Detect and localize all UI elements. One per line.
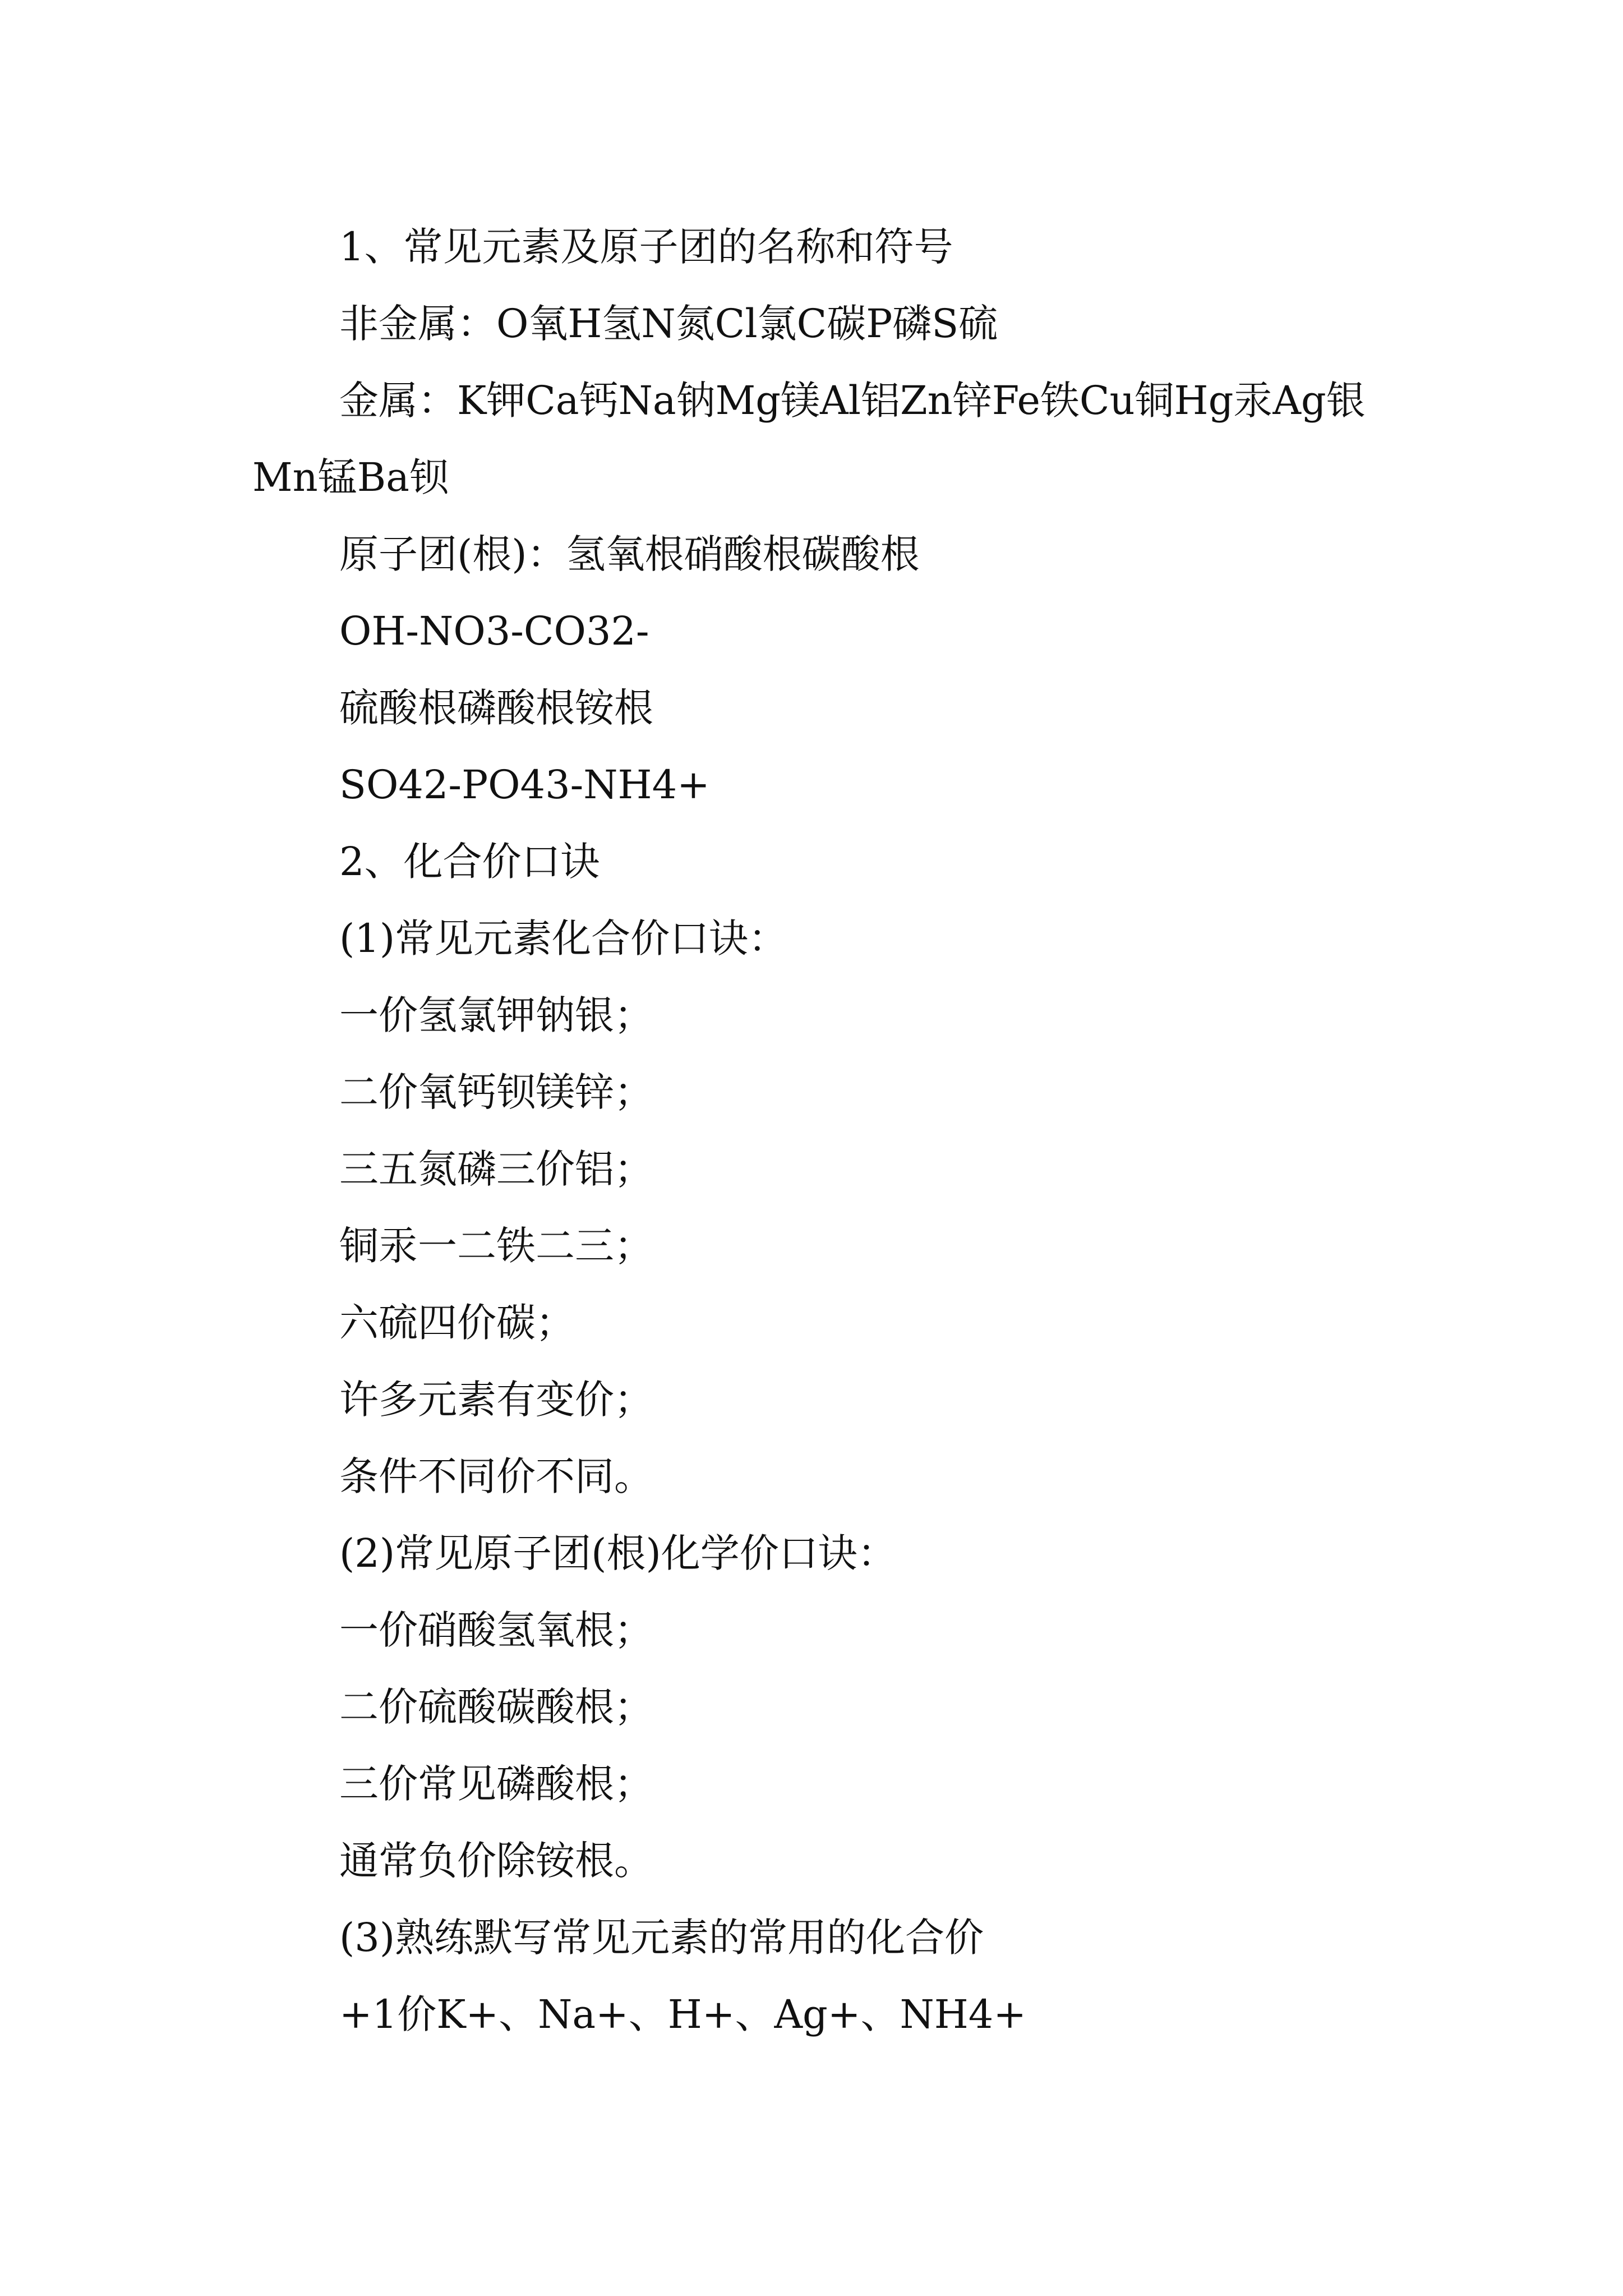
text-line-formulas-2: SO42-PO43-NH4+ xyxy=(339,762,710,808)
rhyme-line: 一价氢氯钾钠银； xyxy=(339,992,653,1038)
subheading-common-valence: (3)熟练默写常见元素的常用的化合价 xyxy=(339,1915,984,1961)
rhyme-line: 通常负价除铵根。 xyxy=(339,1838,653,1884)
rhyme-line: 三五氮磷三价铝； xyxy=(339,1146,653,1192)
subheading-element-valence: (1)常见元素化合价口诀： xyxy=(339,915,788,961)
rhyme-line: 三价常见磷酸根； xyxy=(339,1761,653,1807)
section-heading-2: 2、化合价口诀 xyxy=(339,839,600,885)
rhyme-line: 一价硝酸氢氧根； xyxy=(339,1607,653,1653)
rhyme-line: 六硫四价碳； xyxy=(339,1300,575,1346)
rhyme-line: 二价氧钙钡镁锌； xyxy=(339,1069,653,1115)
text-line-formulas-1: OH-NO3-CO32- xyxy=(339,608,649,654)
text-line-nonmetals: 非金属：O氧H氢N氮Cl氯C碳P磷S硫 xyxy=(339,301,998,347)
text-line-metals: 金属：K钾Ca钙Na钠Mg镁Al铝Zn锌Fe铁Cu铜Hg汞Ag银Mn锰Ba钡 xyxy=(252,378,1366,500)
document-body xyxy=(252,209,1380,2053)
rhyme-line: 二价硫酸碳酸根； xyxy=(339,1684,653,1730)
rhyme-line: 许多元素有变价； xyxy=(339,1377,653,1423)
subheading-radical-valence: (2)常见原子团(根)化学价口诀： xyxy=(339,1530,897,1576)
rhyme-line: 条件不同价不同。 xyxy=(339,1453,653,1499)
text-line-radicals: 原子团(根)：氢氧根硝酸根碳酸根 xyxy=(339,531,920,577)
text-line-radicals-2: 硫酸根磷酸根铵根 xyxy=(339,685,653,731)
section-heading-1: 1、常见元素及原子团的名称和符号 xyxy=(339,224,953,270)
text-line-plus-one-valence: +1价K+、Na+、H+、Ag+、NH4+ xyxy=(339,1991,1026,2037)
rhyme-line: 铜汞一二铁二三； xyxy=(339,1223,653,1269)
